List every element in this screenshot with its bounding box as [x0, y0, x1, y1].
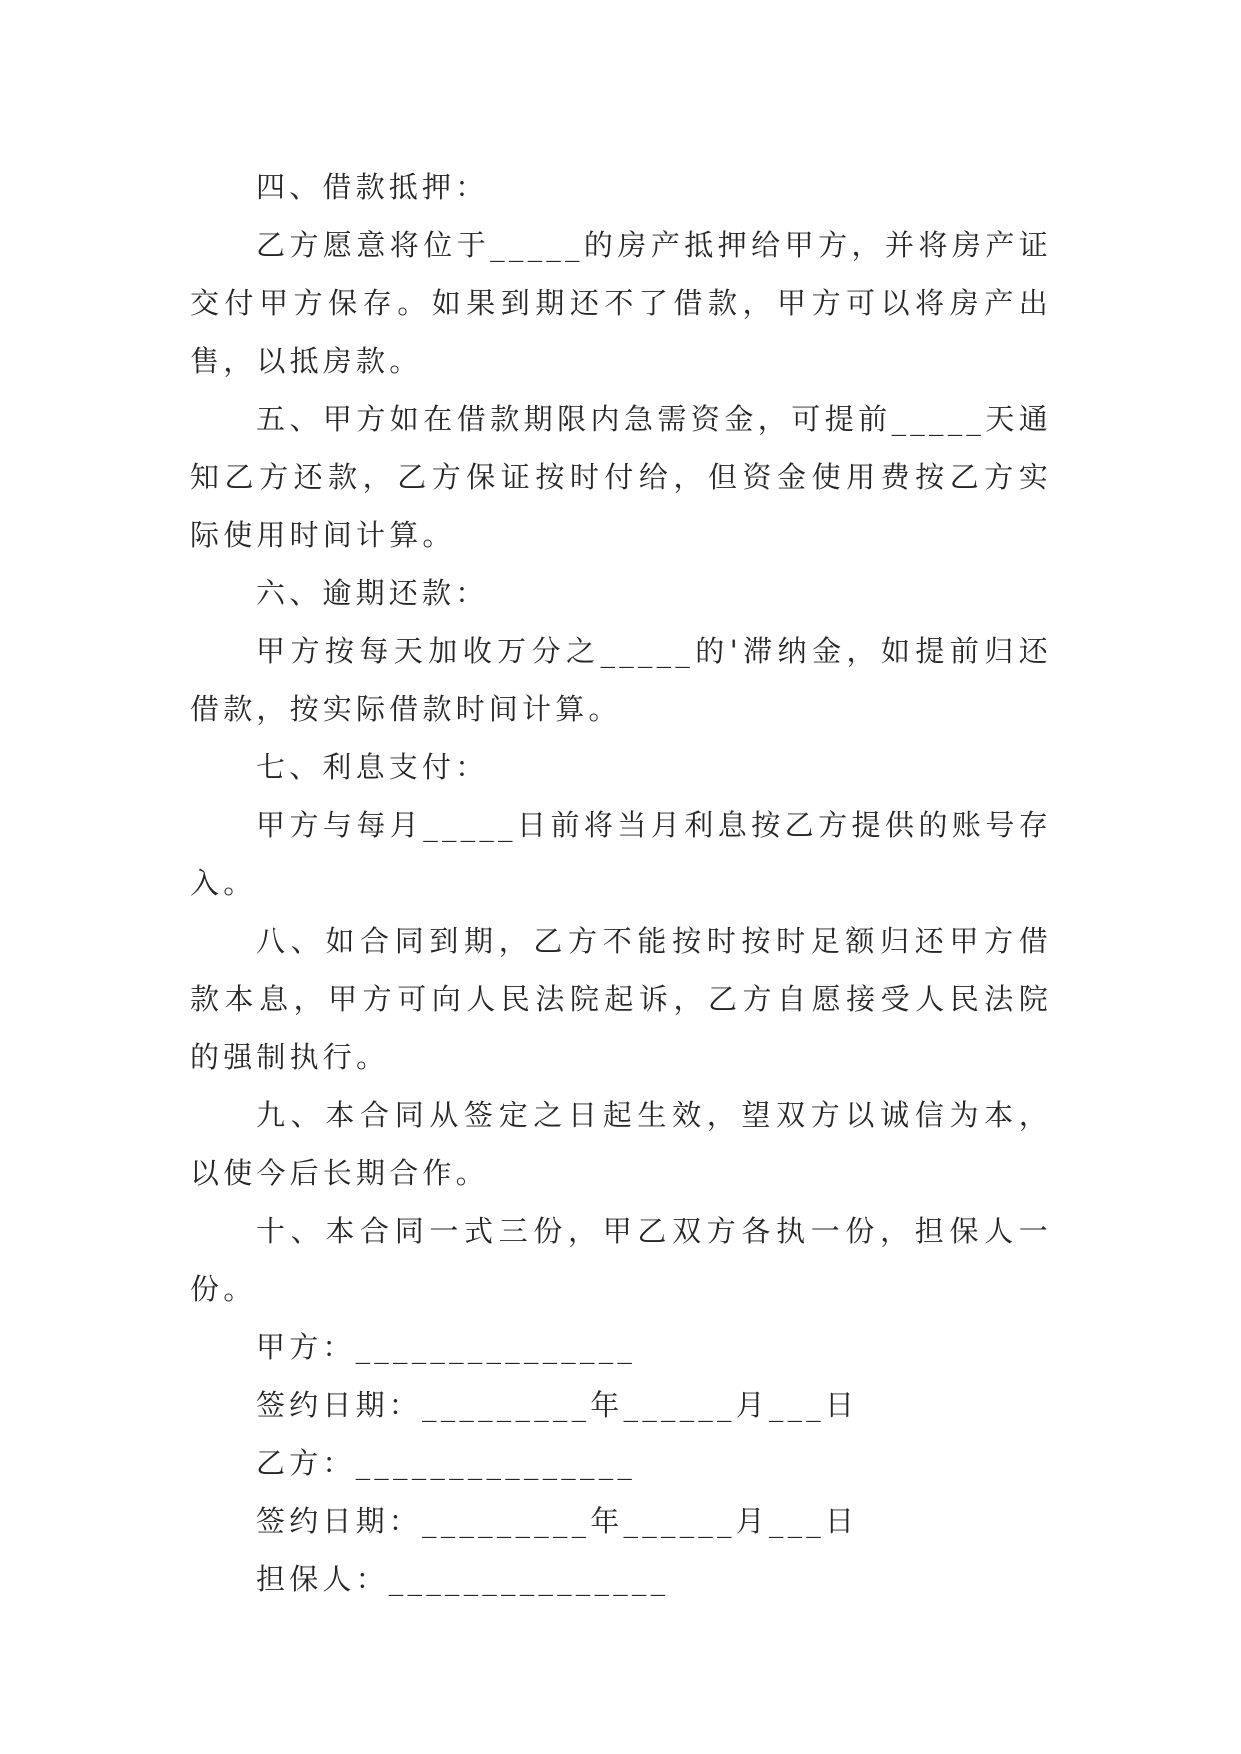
- party-a-sign-date-line: 签约日期：_________年______月___日: [256, 1388, 859, 1422]
- clause-4-heading: 四、借款抵押：: [256, 170, 489, 204]
- party-b-signature-line: 乙方：_______________: [256, 1446, 637, 1480]
- party-a-signature-line: 甲方：_______________: [256, 1330, 637, 1364]
- clause-4-text: 乙方愿意将位于_____的房产抵押给甲方，并将房产证交付甲方保存。如果到期还不了借款，甲方可以将房产出售，以抵房款。: [190, 228, 1052, 378]
- clause-8-text: 八、如合同到期，乙方不能按时按时足额归还甲方借款本息，甲方可向人民法院起诉，乙方自愿接受人民法院的强制执行。: [190, 924, 1052, 1074]
- guarantor-signature-line: 担保人：_______________: [256, 1562, 670, 1596]
- clause-6-text: 甲方按每天加收万分之_____的'滞纳金，如提前归还借款，按实际借款时间计算。: [190, 634, 1052, 726]
- clause-7-heading: 七、利息支付：: [256, 750, 489, 784]
- clause-10-text: 十、本合同一式三份，甲乙双方各执一份，担保人一份。: [190, 1214, 1052, 1306]
- clause-9-text: 九、本合同从签定之日起生效，望双方以诚信为本，以使今后长期合作。: [190, 1098, 1052, 1190]
- clause-5-text: 五、甲方如在借款期限内急需资金，可提前_____天通知乙方还款，乙方保证按时付给，但资金使用费按乙方实际使用时间计算。: [190, 402, 1052, 552]
- clause-6-heading: 六、逾期还款：: [256, 576, 489, 610]
- contract-body: [190, 158, 1052, 1608]
- party-b-sign-date-line: 签约日期：_________年______月___日: [256, 1504, 859, 1538]
- clause-7-text: 甲方与每月_____日前将当月利息按乙方提供的账号存入。: [190, 808, 1052, 900]
